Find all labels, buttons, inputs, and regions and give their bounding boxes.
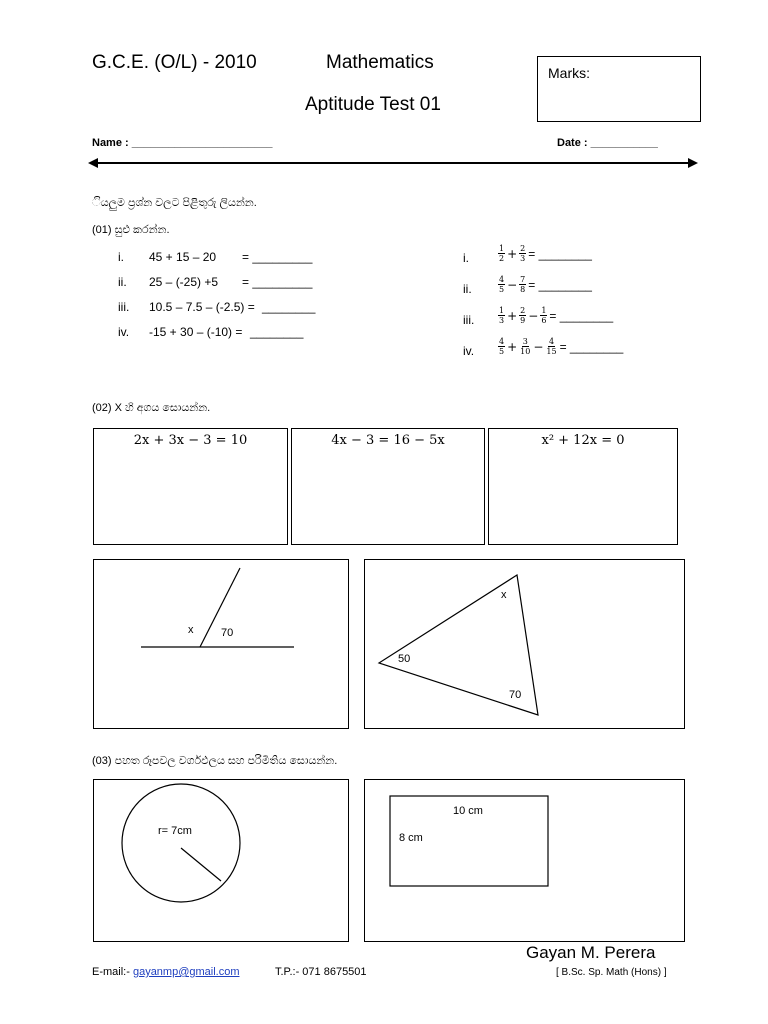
numerator: 1 — [499, 244, 505, 253]
item-number: iii. — [118, 300, 130, 314]
item-expression: 25 – (-25) +5 — [149, 275, 219, 289]
triangle-diagram-box[interactable] — [364, 559, 685, 729]
item-number: i. — [118, 250, 124, 264]
operator: − — [533, 339, 544, 354]
equation-box-3[interactable] — [488, 428, 678, 545]
item-expression: 45 + 15 – 20 — [149, 250, 217, 264]
denominator: 15 — [546, 347, 557, 356]
equation-text: x² + 12x = 0 — [541, 433, 625, 448]
numerator: 2 — [520, 244, 526, 253]
instruction-text: ියලුම ප්‍රශ්න වලට පිළිතුරු ලියන්න. — [92, 197, 257, 209]
equation-box-1[interactable] — [93, 428, 288, 545]
circle-diagram-box[interactable] — [93, 779, 349, 942]
fraction-expression — [497, 244, 593, 263]
email-link[interactable]: gayanmp@gmail.com — [132, 966, 240, 978]
fraction — [540, 306, 547, 325]
triangle-x-label: x — [501, 589, 507, 601]
item-number: iv. — [118, 325, 130, 339]
subject-title: Mathematics — [326, 52, 434, 73]
name-field[interactable]: Name : _______________________ — [92, 137, 273, 149]
rectangle-diagram-box[interactable] — [364, 779, 685, 942]
angle-x-label: x — [188, 624, 194, 636]
rectangle-height-label: 8 cm — [399, 832, 423, 844]
fraction-expression — [497, 275, 593, 294]
q3-label: (03) පහත රූපවල වර්ගඵලය සහ පරිමිතිය සොයන්න. — [92, 755, 338, 767]
equation-box-2[interactable] — [291, 428, 485, 545]
exam-title: G.C.E. (O/L) - 2010 — [92, 52, 257, 73]
item-expression: -15 + 30 – (-10) = — [149, 325, 243, 339]
angle-70-label: 70 — [221, 627, 234, 639]
phone-text: T.P.:- 071 8675501 — [275, 966, 367, 978]
rectangle-diagram — [365, 780, 684, 941]
operator: − — [507, 277, 518, 292]
answer-blank[interactable]: = ________ — [559, 339, 624, 354]
denominator: 5 — [499, 347, 505, 356]
fraction — [545, 337, 557, 356]
denominator: 10 — [520, 347, 531, 356]
triangle-70-label: 70 — [509, 689, 522, 701]
operator: + — [507, 246, 518, 261]
q1-right-item — [463, 306, 663, 337]
q1-right-list — [463, 244, 663, 368]
item-number: i. — [463, 251, 469, 265]
date-field[interactable]: Date : ___________ — [557, 137, 658, 149]
angle-diagram-box[interactable] — [93, 559, 349, 729]
item-number: ii. — [463, 282, 472, 296]
circle-diagram — [94, 780, 348, 941]
fraction — [519, 337, 531, 356]
degree-text: [ B.Sc. Sp. Math (Hons) ] — [556, 967, 667, 978]
q1-label: (01) සුළු කරන්න. — [92, 224, 170, 236]
triangle-diagram — [365, 560, 684, 728]
fraction — [498, 275, 505, 294]
numerator: 4 — [499, 337, 505, 346]
q2-label: (02) X හි අගය සොයන්න. — [92, 402, 211, 414]
numerator: 7 — [520, 275, 526, 284]
fraction — [519, 275, 526, 294]
fraction — [498, 306, 505, 325]
marks-box[interactable] — [537, 56, 701, 122]
author-name: Gayan M. Perera — [526, 943, 656, 962]
angle-diagram — [94, 560, 348, 728]
operator: + — [507, 308, 518, 323]
test-title: Aptitude Test 01 — [305, 94, 441, 115]
fraction-expression — [497, 306, 614, 325]
fraction — [519, 244, 526, 263]
denominator: 5 — [499, 285, 505, 294]
fraction — [498, 337, 505, 356]
denominator: 3 — [520, 254, 526, 263]
answer-blank[interactable]: ________ — [262, 300, 316, 314]
email-line — [92, 966, 240, 978]
operator: + — [507, 339, 518, 354]
marks-label: Marks: — [548, 65, 590, 81]
answer-blank[interactable]: = ________ — [528, 246, 592, 261]
item-number: iv. — [463, 344, 475, 358]
answer-blank[interactable]: = ________ — [528, 277, 592, 292]
numerator: 1 — [541, 306, 547, 315]
answer-blank[interactable]: = _________ — [242, 250, 313, 264]
item-expression: 10.5 – 7.5 – (-2.5) = — [149, 300, 255, 314]
denominator: 9 — [520, 316, 526, 325]
header-divider-arrow — [88, 155, 698, 171]
fraction-expression — [497, 337, 624, 356]
fraction — [519, 306, 526, 325]
numerator: 4 — [548, 337, 555, 346]
denominator: 6 — [541, 316, 547, 325]
triangle-50-label: 50 — [398, 653, 411, 665]
equation-text: 4x − 3 = 16 − 5x — [331, 433, 445, 448]
rectangle-width-label: 10 cm — [453, 805, 483, 817]
numerator: 2 — [520, 306, 526, 315]
fraction — [498, 244, 505, 263]
item-number: iii. — [463, 313, 475, 327]
operator: − — [528, 308, 539, 323]
numerator: 1 — [499, 306, 505, 315]
numerator: 4 — [499, 275, 505, 284]
answer-blank[interactable]: = _________ — [242, 275, 313, 289]
answer-blank[interactable]: = ________ — [549, 308, 614, 323]
radius-label: r= 7cm — [158, 825, 192, 837]
denominator: 8 — [520, 285, 526, 294]
email-label: E-mail:- — [92, 966, 130, 978]
denominator: 3 — [499, 316, 505, 325]
denominator: 2 — [499, 254, 505, 263]
equation-text: 2x + 3x − 3 = 10 — [133, 433, 248, 448]
q1-right-item — [463, 244, 663, 275]
answer-blank[interactable]: ________ — [250, 325, 304, 339]
q1-right-item — [463, 275, 663, 306]
q1-right-item — [463, 337, 663, 368]
numerator: 3 — [522, 337, 528, 346]
item-number: ii. — [118, 275, 127, 289]
